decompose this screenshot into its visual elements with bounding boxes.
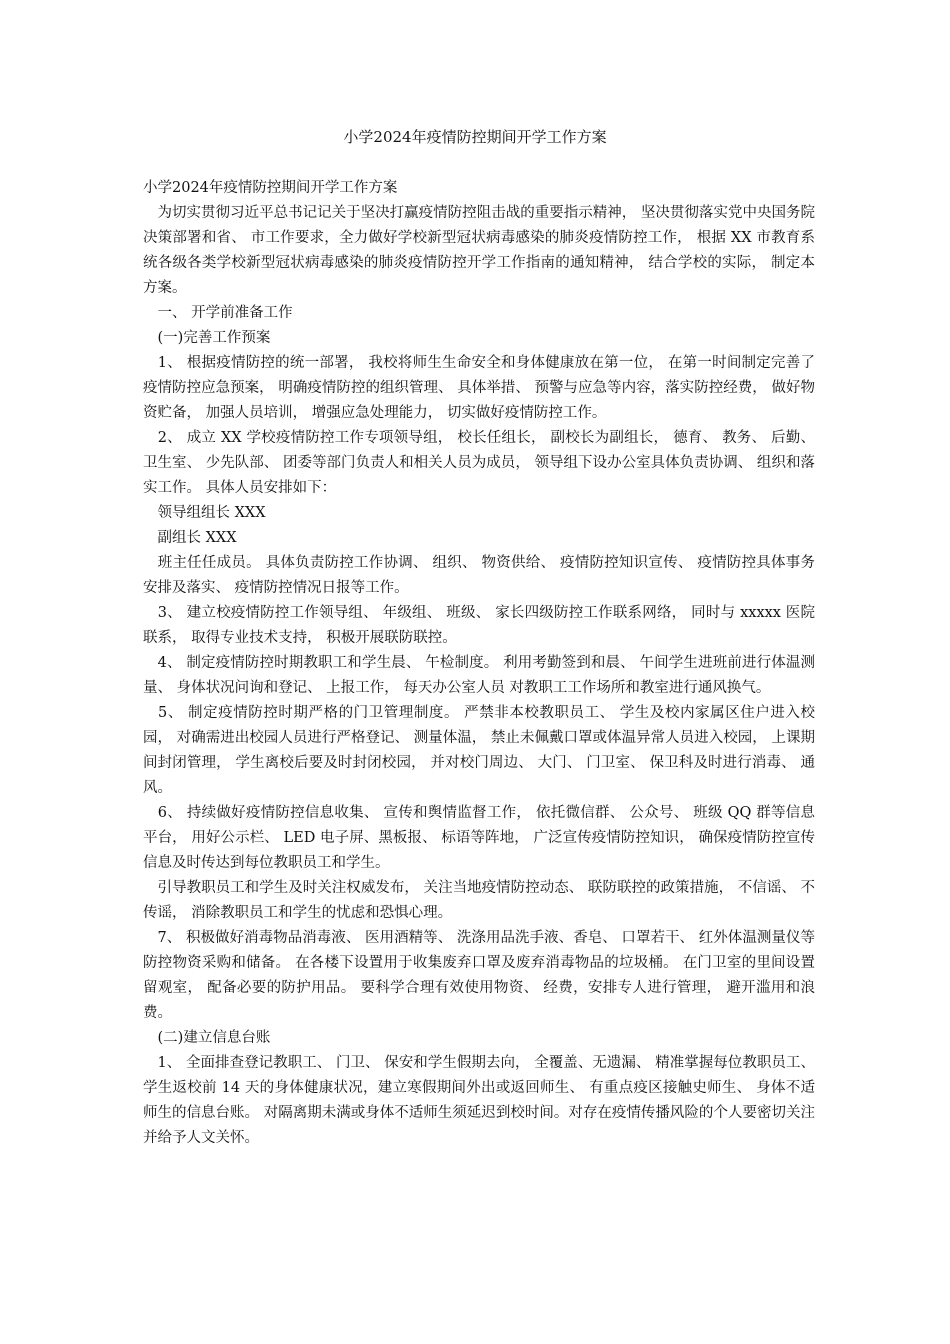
paragraph: 3、 建立校疫情防控工作领导组、 年级组、 班级、 家长四级防控工作联系网络， 同时与 xxxxx 医院联系， 取得专业技术支持， 积极开展联防联控。 [143,605,815,646]
subsection-heading: (一)完善工作预案 [143,330,271,346]
paragraph: 1、 根据疫情防控的统一部署， 我校将师生生命安全和身体健康放在第一位， 在第一时间制定完善了疫情防控应急预案， 明确疫情防控的组织管理、 具体举措、 预警与应急等内容，落实防控经费， 做好物资贮备， 加强人员培训， 增强应急处理能力， 切实做好疫情防控工作。 [143,355,815,421]
paragraph: 副组长 XXX [143,530,237,546]
paragraph: 4、 制定疫情防控时期教职工和学生晨、 午检制度。 利用考勤签到和晨、 午间学生进班前进行体温测量、 身体状况问询和登记、 上报工作， 每天办公室人员 对教职工工作场所和教室进行通风换气。 [143,655,815,696]
paragraph: 班主任任成员。 具体负责防控工作协调、 组织、 物资供给、 疫情防控知识宣传、 疫情防控具体事务安排及落实、 疫情防控情况日报等工作。 [143,555,815,596]
section-heading: 一、 开学前准备工作 [143,305,293,321]
paragraph: 5、 制定疫情防控时期严格的门卫管理制度。 严禁非本校教职员工、 学生及校内家属区住户进入校园， 对确需进出校园人员进行严格登记、 测量体温， 禁止未佩戴口罩或体温异常人员进入校园， 上课期间封闭管理， 学生离校后要及时封闭校园， 并对校门周边、 大门、 门卫室、 保卫科及时进行消毒、 通风。 [143,705,815,796]
paragraph: 引导教职员工和学生及时关注权威发布， 关注当地疫情防控动态、 联防联控的政策措施， 不信谣、 不传谣， 消除教职员工和学生的忧虑和恐惧心理。 [143,880,815,921]
document-body [143,176,815,1151]
paragraph: 1、 全面排查登记教职工、 门卫、 保安和学生假期去向， 全覆盖、无遗漏、 精准掌握每位教职员工、 学生返校前 14 天的身体健康状况，建立寒假期间外出或返回师生、 有重点疫区接触史师生、 身体不适师生的信息台账。 对隔离期未满或身体不适师生须延迟到校时间。对存在疫情传播风险的个人要密切关注并给予人文关怀。 [143,1055,815,1146]
paragraph: 2、 成立 XX 学校疫情防控工作专项领导组， 校长任组长， 副校长为副组长， 德育、 教务、 后勤、 卫生室、 少先队部、 团委等部门负责人和相关人员为成员， 领导组下设办公室具体负责协调、 组织和落实工作。 具体人员安排如下： [143,430,815,496]
document-title: 小学2024年疫情防控期间开学工作方案 [343,128,607,146]
paragraph: 6、 持续做好疫情防控信息收集、 宣传和舆情监督工作， 依托微信群、 公众号、 班级 QQ 群等信息平台， 用好公示栏、 LED 电子屏、黑板报、 标语等阵地， 广泛宣传疫情防控知识， 确保疫情防控宣传信息及时传达到每位教职员工和学生。 [143,805,815,871]
paragraph: 7、 积极做好消毒物品消毒液、 医用酒精等、 洗涤用品洗手液、香皂、 口罩若干、 红外体温测量仪等防控物资采购和储备。 在各楼下设置用于收集废弃口罩及废弃消毒物品的垃圾桶。 在门卫室的里间设置留观室， 配备必要的防护用品。 要科学合理有效使用物资、 经费，安排专人进行管理， 避开滥用和浪费。 [143,930,815,1021]
paragraph: 领导组组长 XXX [143,505,266,521]
paragraph: 为切实贯彻习近平总书记记关于坚决打赢疫情防控阻击战的重要指示精神， 坚决贯彻落实党中央国务院决策部署和省、 市工作要求，全力做好学校新型冠状病毒感染的肺炎疫情防控工作， 根据 XX 市教育系统各级各类学校新型冠状病毒感染的肺炎疫情防控开学工作指南的通知精神， 结合学校的实际， 制定本方案。 [143,205,816,296]
paragraph: 小学2024年疫情防控期间开学工作方案 [143,180,398,196]
subsection-heading: (二)建立信息台账 [143,1030,271,1046]
